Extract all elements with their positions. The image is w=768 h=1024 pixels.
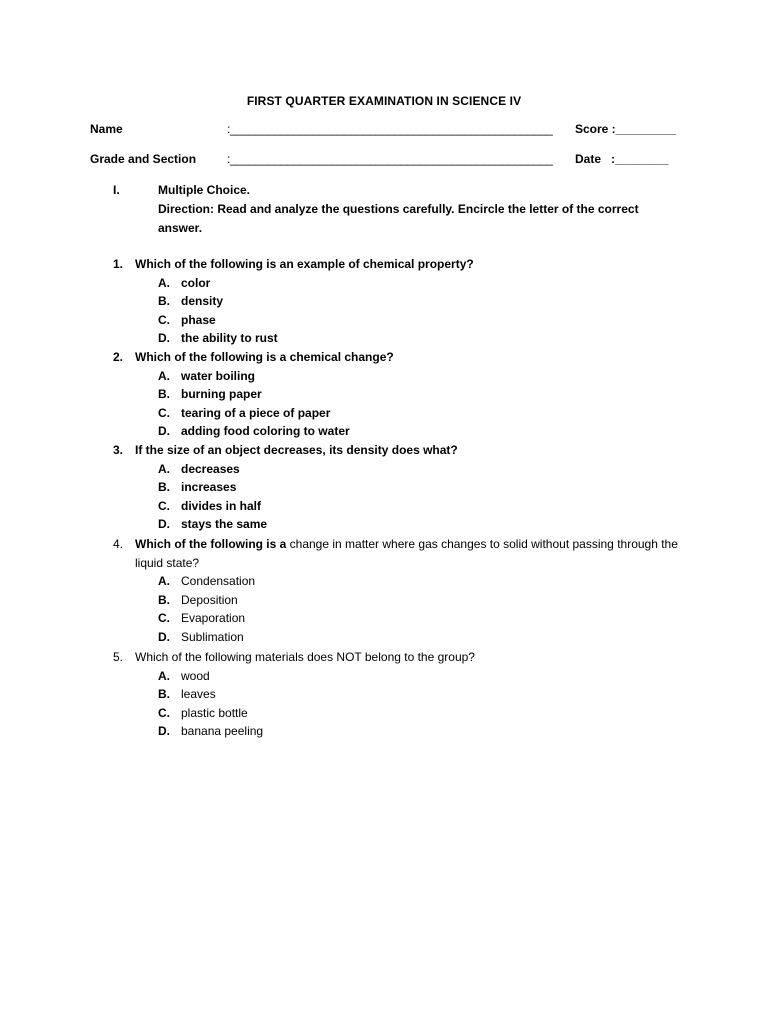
option-letter[interactable]: B.	[158, 480, 170, 495]
question-text: Which of the following is an example of chemical property?	[135, 257, 474, 271]
option-text: Condensation	[181, 574, 256, 589]
option-letter[interactable]: C.	[158, 498, 170, 513]
option-letter[interactable]: D.	[158, 629, 170, 644]
option-text: adding food coloring to water	[181, 424, 350, 439]
section-title: Multiple Choice.	[158, 183, 251, 197]
question-text: Which of the following is a chemical change?	[135, 350, 394, 364]
date-field[interactable]: Date :________	[575, 152, 669, 166]
option-text: Sublimation	[181, 629, 244, 644]
option-letter[interactable]: D.	[158, 517, 170, 532]
option-text: the ability to rust	[181, 331, 278, 346]
option-text: color	[181, 275, 211, 290]
question-number: 5.	[113, 650, 124, 664]
option-text: plastic bottle	[181, 705, 248, 720]
option-letter[interactable]: A.	[158, 275, 170, 290]
question-number: 3.	[113, 443, 124, 457]
option-text: leaves	[181, 687, 216, 702]
option-text: divides in half	[181, 498, 262, 513]
option-letter[interactable]: B.	[158, 687, 170, 702]
option-text: tearing of a piece of paper	[181, 405, 331, 420]
option-letter[interactable]: D.	[158, 424, 170, 439]
option-letter[interactable]: B.	[158, 294, 170, 309]
option-letter[interactable]: C.	[158, 611, 170, 626]
option-text: increases	[181, 480, 237, 495]
option-letter[interactable]: C.	[158, 405, 170, 420]
option-letter[interactable]: A.	[158, 574, 170, 589]
option-text: Evaporation	[181, 611, 246, 626]
grade-field[interactable]: :___________________________________________________	[227, 152, 553, 166]
option-letter[interactable]: B.	[158, 592, 170, 607]
question-text-bold: Which of the following is a	[135, 537, 287, 551]
option-letter[interactable]: A.	[158, 368, 170, 383]
name-field[interactable]: :___________________________________________________	[227, 122, 553, 136]
option-text: banana peeling	[181, 724, 264, 739]
option-text: Deposition	[181, 592, 238, 607]
option-letter[interactable]: C.	[158, 312, 170, 327]
option-text: phase	[181, 312, 216, 327]
question-text: If the size of an object decreases, its density does what?	[135, 443, 458, 457]
question-number: 2.	[113, 350, 124, 364]
question-number: 4.	[113, 537, 124, 551]
option-letter[interactable]: D.	[158, 331, 170, 346]
section-direction: Direction: Read and analyze the questions carefully. Encircle the letter of the correct answer.	[158, 202, 639, 235]
question-text	[135, 535, 680, 572]
option-text: density	[181, 294, 224, 309]
option-letter[interactable]: C.	[158, 705, 170, 720]
option-letter[interactable]: A.	[158, 461, 170, 476]
section-number: I.	[113, 183, 120, 197]
option-text: stays the same	[181, 517, 268, 532]
exam-title: FIRST QUARTER EXAMINATION IN SCIENCE IV	[246, 94, 522, 108]
option-text: water boiling	[181, 368, 256, 383]
question-number: 1.	[113, 257, 124, 271]
option-text: wood	[181, 668, 210, 683]
name-label: Name	[90, 122, 123, 136]
option-text: decreases	[181, 461, 240, 476]
question-text-rest: change in matter where gas changes to solid without passing through the liquid state?	[135, 537, 678, 570]
option-text: burning paper	[181, 387, 262, 402]
option-letter[interactable]: D.	[158, 724, 170, 739]
grade-label: Grade and Section	[90, 152, 197, 166]
question-text: Which of the following materials does NOT belong to the group?	[135, 650, 475, 664]
option-letter[interactable]: A.	[158, 668, 170, 683]
score-field[interactable]: Score :_________	[575, 122, 676, 136]
option-letter[interactable]: B.	[158, 387, 170, 402]
